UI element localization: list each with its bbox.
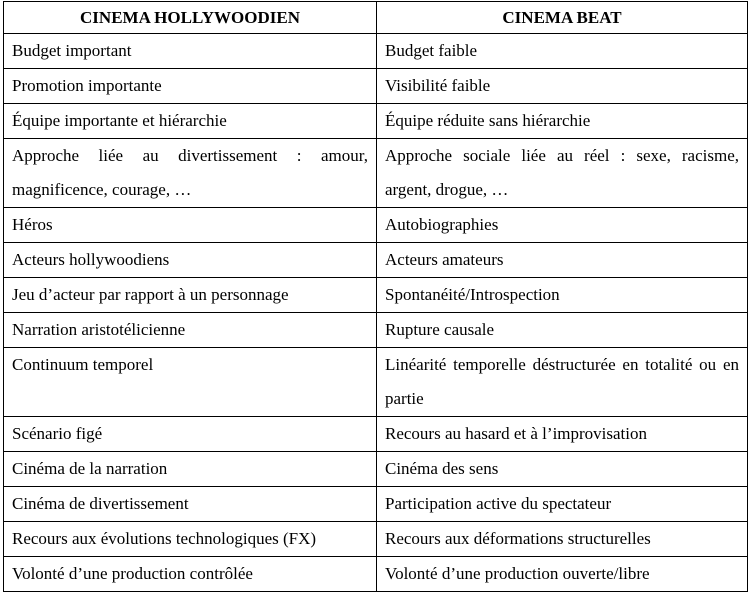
- table-row: [4, 487, 748, 522]
- cell-hollywood: Cinéma de divertissement: [4, 487, 377, 522]
- table-row: [4, 348, 748, 417]
- table-row: [4, 452, 748, 487]
- cell-hollywood: Recours aux évolutions technologiques (FX): [4, 522, 377, 557]
- cell-beat: Autobiographies: [377, 208, 748, 243]
- cell-hollywood: Volonté d’une production contrôlée: [4, 557, 377, 592]
- table-row: [4, 522, 748, 557]
- cell-beat: Volonté d’une production ouverte/libre: [377, 557, 748, 592]
- table-row: [4, 243, 748, 278]
- header-beat: CINEMA BEAT: [377, 2, 748, 34]
- cell-hollywood: Scénario figé: [4, 417, 377, 452]
- cell-beat: Participation active du spectateur: [377, 487, 748, 522]
- table-row: [4, 104, 748, 139]
- table-row: [4, 139, 748, 208]
- cell-hollywood: Acteurs hollywoodiens: [4, 243, 377, 278]
- cell-hollywood: Équipe importante et hiérarchie: [4, 104, 377, 139]
- cell-beat: Linéarité temporelle déstructurée en totalité ou en partie: [377, 348, 748, 417]
- cell-beat: Rupture causale: [377, 313, 748, 348]
- cell-beat: Visibilité faible: [377, 69, 748, 104]
- cell-hollywood: Héros: [4, 208, 377, 243]
- cell-beat: Équipe réduite sans hiérarchie: [377, 104, 748, 139]
- comparison-table: [3, 1, 748, 592]
- cell-beat: Acteurs amateurs: [377, 243, 748, 278]
- cell-beat: Spontanéité/Introspection: [377, 278, 748, 313]
- table-row: [4, 69, 748, 104]
- cell-hollywood: Cinéma de la narration: [4, 452, 377, 487]
- cell-hollywood: Continuum temporel: [4, 348, 377, 417]
- cell-beat: Recours aux déformations structurelles: [377, 522, 748, 557]
- table-row: [4, 557, 748, 592]
- header-hollywood: CINEMA HOLLYWOODIEN: [4, 2, 377, 34]
- cell-beat: Recours au hasard et à l’improvisation: [377, 417, 748, 452]
- cell-hollywood: Jeu d’acteur par rapport à un personnage: [4, 278, 377, 313]
- table-row: [4, 34, 748, 69]
- table-row: [4, 278, 748, 313]
- cell-hollywood: Promotion importante: [4, 69, 377, 104]
- cell-beat: Budget faible: [377, 34, 748, 69]
- cell-hollywood: Approche liée au divertissement : amour, magnificence, courage, …: [4, 139, 377, 208]
- cell-hollywood: Budget important: [4, 34, 377, 69]
- table-header-row: [4, 2, 748, 34]
- table-row: [4, 417, 748, 452]
- table-row: [4, 208, 748, 243]
- cell-beat: Cinéma des sens: [377, 452, 748, 487]
- cell-hollywood: Narration aristotélicienne: [4, 313, 377, 348]
- cell-beat: Approche sociale liée au réel : sexe, racisme, argent, drogue, …: [377, 139, 748, 208]
- table-row: [4, 313, 748, 348]
